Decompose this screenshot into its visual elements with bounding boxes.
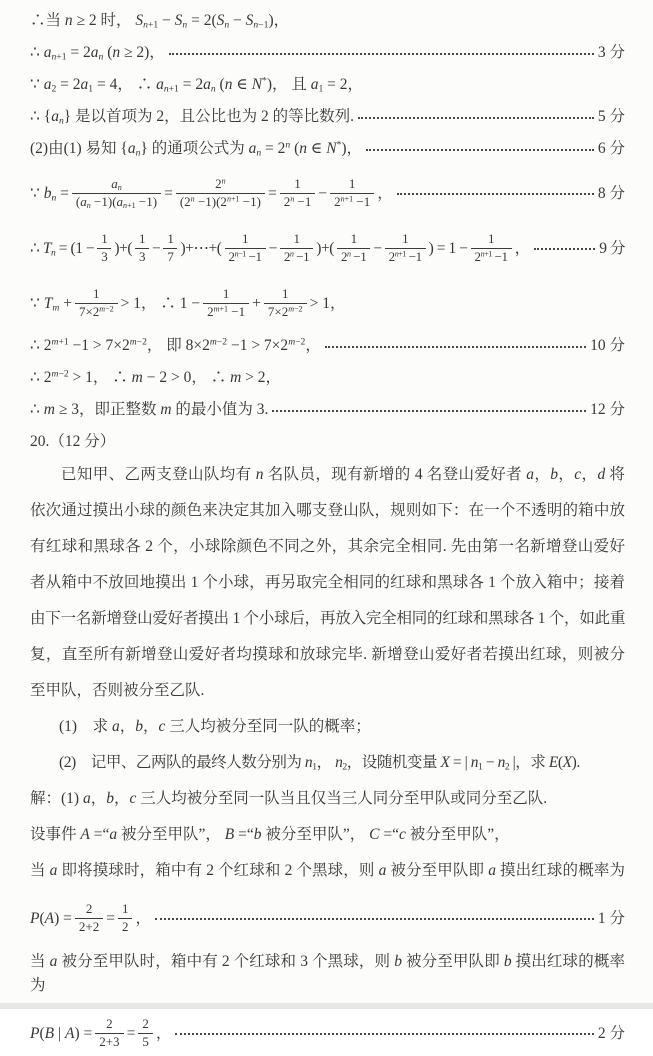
math-text: $(2^n -1)(2^{n+1} -1)$ <box>176 193 265 211</box>
math-text: $2^{n+1} -1$ <box>330 193 374 211</box>
dotted-leader <box>155 918 594 920</box>
math-text: )+⋯+( <box>180 239 222 257</box>
dotted-leader <box>358 117 594 119</box>
math-text: $7\times 2^{m-2}$ <box>264 303 307 321</box>
line-p1 <box>30 463 625 487</box>
math-text: ， <box>155 1024 172 1042</box>
math-text: 1 <box>242 230 249 246</box>
math-text: ， <box>377 184 393 202</box>
math-text: ∵ $b_n$ = <box>30 184 69 203</box>
dotted-leader <box>175 1033 594 1035</box>
math-text: 3 <box>135 248 149 266</box>
score-label: 12 分 <box>590 401 625 418</box>
math-text: 1 <box>121 900 129 916</box>
line-q1 <box>30 715 625 739</box>
line-q2 <box>30 751 625 775</box>
math-text: = <box>267 184 277 202</box>
score-label: 5 分 <box>597 108 625 125</box>
score-label: 1 分 <box>597 909 625 927</box>
math-text: $2^{n+1} -1$ <box>385 248 426 266</box>
fraction <box>337 231 370 266</box>
math-text: $(a_n -1)(a_{n+1} -1)$ <box>72 193 161 211</box>
math-text: 1 <box>488 230 495 246</box>
score-label: 10 分 <box>590 337 625 354</box>
line-s8 <box>30 280 625 326</box>
line-p7 <box>30 679 625 703</box>
fraction <box>163 231 177 266</box>
math-text: ， <box>135 909 151 927</box>
math-text: $2^{n-1} -1$ <box>225 248 266 266</box>
math-text: $2^n -1$ <box>280 248 313 266</box>
line-a6 <box>30 1010 625 1056</box>
math-text: 者从箱中不放回地摸出 1 个小球，再另取完全相同的红球和黑球各 1 个放入箱中；接着 <box>30 574 625 591</box>
line-s7 <box>30 225 625 271</box>
math-text: 2+3 <box>95 1033 123 1051</box>
math-text: 1 <box>348 175 356 191</box>
fraction <box>280 176 316 211</box>
line-p3 <box>30 535 625 559</box>
math-text: $2^{m+1} -1$ <box>203 303 249 321</box>
math-text: 设事件 A =“a 被分至甲队”， B =“b 被分至甲队”， C =“c 被分至甲队”， <box>30 826 510 843</box>
dotted-leader <box>397 193 594 195</box>
line-s10 <box>30 367 625 388</box>
solution-text-body <box>30 10 625 1056</box>
math-text: = <box>126 1024 136 1042</box>
line-a4 <box>30 895 625 941</box>
math-text: 2 <box>85 900 93 916</box>
fraction <box>75 286 118 321</box>
math-text: ∴ $a_{n+1} = 2a_n$ (n ≥ 2)， <box>30 44 165 63</box>
math-text: 2$^n$ <box>215 175 226 191</box>
math-text: ∵ $a_2 = 2a_1 = 4$， ∴ $a_{n+1} = 2a_n$ (n ∈ N*)， 且 $a_1 = 2$， <box>30 75 364 95</box>
dotted-leader <box>169 53 594 55</box>
fraction <box>135 231 149 266</box>
math-text: 1 <box>281 285 289 301</box>
math-text: 5 <box>138 1033 153 1051</box>
fraction <box>264 286 307 321</box>
line-p6 <box>30 643 625 667</box>
math-text: (1) 求 a，b，c 三人均被分至同一队的概率； <box>59 718 371 735</box>
dotted-leader <box>366 149 594 151</box>
math-text: 已知甲、乙两支登山队均有 n 名队员，现有新增的 4 名登山爱好者 a，b，c，d 将 <box>61 466 625 483</box>
line-p2 <box>30 499 625 523</box>
dotted-leader <box>325 346 586 348</box>
math-text: 1 <box>167 230 174 246</box>
line-s2 <box>30 42 625 63</box>
score-label: 6 分 <box>597 140 625 157</box>
math-text: 1 <box>294 175 301 191</box>
line-s5 <box>30 138 625 159</box>
dotted-leader <box>534 248 596 250</box>
math-text: ∴ $\{a_n\}$ 是以首项为 2，且公比也为 2 的等比数列. <box>30 108 355 127</box>
dotted-leader <box>272 410 586 412</box>
score-label: 8 分 <box>597 184 625 202</box>
math-text: − <box>318 184 328 202</box>
math-text: ∵ $T_m$ + <box>30 294 72 313</box>
math-text: 1 <box>139 230 146 246</box>
math-text: > 1， <box>309 294 346 312</box>
math-text: $2^n -1$ <box>280 193 316 211</box>
line-a1 <box>30 787 625 811</box>
math-text: 1 <box>350 230 357 246</box>
fraction <box>385 231 426 266</box>
math-text: > 1， ∴ 1 − <box>120 294 201 312</box>
math-text: 由下一名新增登山爱好者摸出 1 个小球后，再放入完全相同的红球和黑球各 1 个，如此重 <box>30 610 625 627</box>
line-s6 <box>30 170 625 216</box>
math-text: 2 <box>106 1015 113 1031</box>
math-text: 1 <box>93 285 100 301</box>
math-text: $a_n$ <box>111 175 122 192</box>
score-label: 3 分 <box>597 44 625 61</box>
fraction <box>118 901 133 936</box>
math-text: ∴ m ≥ 3，即正整数 m 的最小值为 3. <box>30 401 269 418</box>
math-text: − <box>373 239 382 257</box>
math-text: 至甲队，否则被分至乙队. <box>30 682 205 699</box>
scan-bottom-edge <box>0 1003 653 1009</box>
math-text: 3 <box>97 248 111 266</box>
math-text: ， <box>514 239 530 257</box>
math-text: 2 <box>142 1015 149 1031</box>
math-text: )+( <box>114 239 133 257</box>
math-text: 1 <box>402 230 409 246</box>
math-text: 1 <box>101 230 108 246</box>
math-text: $2^{n+1} -1$ <box>471 248 512 266</box>
math-text: 当 a 被分至甲队时，箱中有 2 个红球和 3 个黑球，则 b 被分至甲队即 b 摸出红球的概率为 <box>30 953 625 994</box>
math-text: ∴当 n ≥ 2 时， $S_{n+1} - S_n = 2(S_n - S_{n-1})$， <box>30 12 290 31</box>
math-text: 1 <box>293 230 300 246</box>
math-text: $2^n -1$ <box>337 248 370 266</box>
score-label: 9 分 <box>599 239 625 257</box>
math-text: 2 <box>118 918 133 936</box>
math-text: ∴ $2^{m-2} > 1$， ∴ m − 2 > 0， ∴ m > 2， <box>30 368 282 386</box>
line-a2 <box>30 823 625 847</box>
line-a5 <box>30 950 625 998</box>
line-p5 <box>30 607 625 631</box>
math-text: = <box>106 909 115 927</box>
math-text: )+( <box>316 239 334 257</box>
fraction <box>95 1016 123 1051</box>
score-label: 复，直至所有新增登山爱好者均摸球和放球完毕. 新增登山爱好者若摸出红球，则被分 <box>30 646 625 663</box>
line-s1 <box>30 10 625 31</box>
line-a3 <box>30 859 625 883</box>
math-text: − <box>152 239 161 257</box>
line-s9 <box>30 335 625 356</box>
math-text: 7 <box>163 248 177 266</box>
math-text: (2)由(1) 易知 $\{a_n\}$ 的通项公式为 $a_n = 2^n$ (n ∈ N*)， <box>30 139 363 159</box>
fraction <box>138 1016 153 1051</box>
math-text: ∴ $2^{m+1} -1 > 7\times 2^{m-2}$， 即 $8\times 2^{m-2} -1 > 7\times 2^{m-2}$， <box>30 336 321 354</box>
math-text: ) = 1 − <box>428 239 468 257</box>
fraction <box>176 176 265 211</box>
math-text: + <box>252 294 261 312</box>
line-p4 <box>30 571 625 595</box>
math-text: (2) 记甲、乙两队的最终人数分别为 $n_1$， $n_2$，设随机变量 X = | $n_1 - n_2$ |，求 E(X). <box>59 754 580 773</box>
fraction <box>280 231 313 266</box>
line-q20 <box>30 431 625 452</box>
score-label: 2 分 <box>597 1024 625 1042</box>
math-text: P(A) = <box>30 909 72 927</box>
fraction <box>75 901 103 936</box>
fraction <box>330 176 374 211</box>
math-text: P(B | A) = <box>30 1024 93 1042</box>
math-text: 1 <box>222 285 230 301</box>
fraction <box>97 231 111 266</box>
math-text: $7\times 2^{m-2}$ <box>75 303 118 321</box>
line-s3 <box>30 74 625 95</box>
math-text: 解：(1) a，b，c 三人均被分至同一队当且仅当三人同分至甲队或同分至乙队. <box>30 790 548 807</box>
math-text: 依次通过摸出小球的颜色来决定其加入哪支登山队，规则如下：在一个不透明的箱中放 <box>30 502 625 519</box>
math-text: − <box>268 239 277 257</box>
line-s4 <box>30 106 625 127</box>
fraction <box>471 231 512 266</box>
math-text: 当 a 即将摸球时，箱中有 2 个红球和 2 个黑球，则 a 被分至甲队即 a 摸出红球的概率为 <box>30 862 625 879</box>
math-text: = <box>164 184 173 202</box>
math-text: 有红球和黑球各 2 个，小球除颜色不同之外，其余完全相同. 先由第一名新增登山爱好 <box>30 538 625 555</box>
math-text: 2+2 <box>75 918 103 936</box>
math-text: 20.（12 分） <box>30 433 116 450</box>
math-text: ∴ $T_n = (1$ − <box>30 239 95 258</box>
line-s11 <box>30 399 625 420</box>
fraction <box>72 176 161 211</box>
fraction <box>225 231 266 266</box>
fraction <box>203 286 249 321</box>
